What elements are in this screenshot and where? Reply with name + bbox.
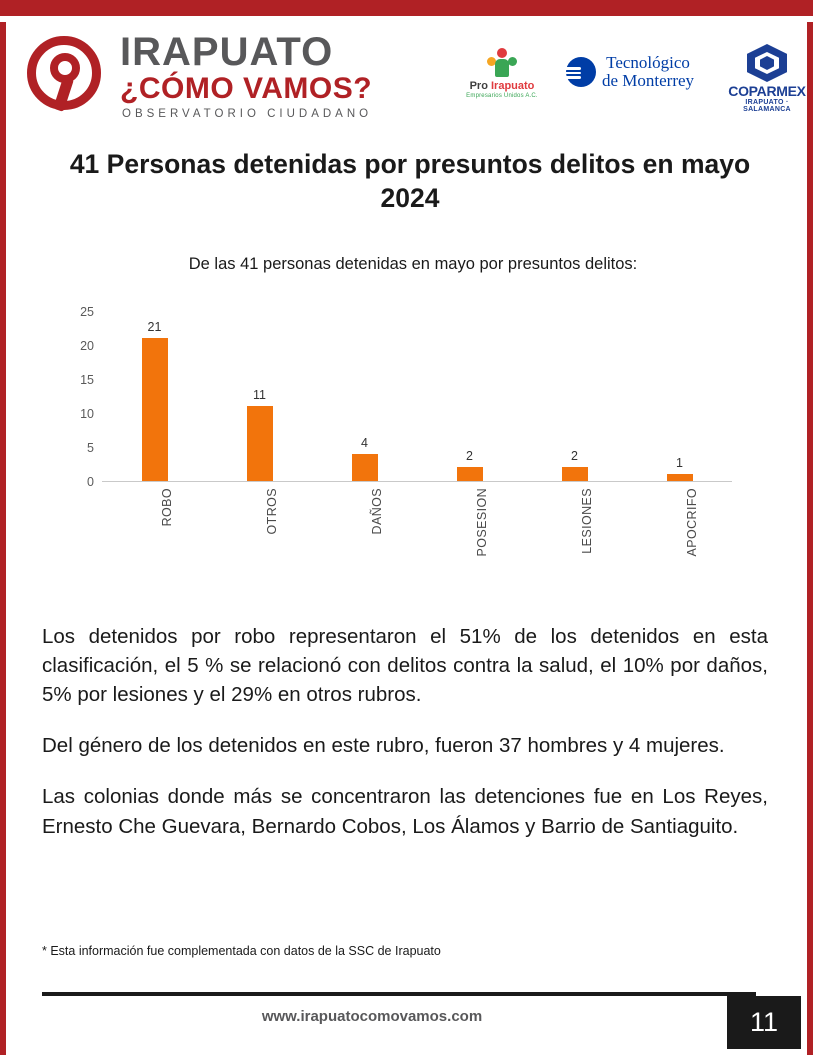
x-axis-line: [102, 481, 732, 482]
x-tick-label: LESIONES: [579, 488, 594, 554]
bar: [562, 467, 588, 481]
x-axis-labels: [102, 488, 732, 574]
x-label-slot: [312, 488, 417, 574]
footnote: * Esta información fue complementada con datos de la SSC de Irapuato: [42, 944, 441, 958]
pro-irapuato-icon: [487, 48, 517, 78]
bar-series: [102, 312, 732, 481]
x-label-slot: [627, 488, 732, 574]
body-paragraph-1: Los detenidos por robo representaron el 51% de los detenidos en esta clasificación, el 5 % se relacionó con delitos contra la salud, el 10% por daños, 5% por lesiones y el 29% en otros rubros.: [42, 625, 768, 707]
footer-divider: [42, 992, 756, 996]
x-tick-label: OTROS: [264, 488, 279, 535]
y-tick-label: 5: [87, 441, 94, 455]
bar-chart: [60, 305, 750, 572]
page-title: 41 Personas detenidas por presuntos delitos en mayo 2024: [69, 149, 751, 213]
y-tick-label: 20: [80, 339, 94, 353]
brand-wordmark: [120, 32, 372, 121]
chart-plot-area: [102, 312, 732, 482]
page-number: 11: [727, 996, 801, 1049]
spiral-logo-icon: [24, 33, 110, 119]
top-accent-bar: [0, 0, 813, 16]
y-tick-label: 15: [80, 373, 94, 387]
partner-logo-pro-irapuato: [456, 48, 548, 99]
tec-line2: de Monterrey: [602, 71, 695, 91]
partner-logo-tec-de-monterrey: [566, 54, 726, 91]
coparmex-name: COPARMEX: [728, 83, 806, 99]
bar: [352, 454, 378, 481]
y-tick-label: 25: [80, 305, 94, 319]
x-tick-label: APOCRIFO: [684, 488, 699, 557]
bar: [247, 406, 273, 481]
bar-value-label: 11: [253, 388, 266, 403]
x-label-slot: [417, 488, 522, 574]
bar-value-label: 1: [676, 456, 683, 471]
bar: [457, 467, 483, 481]
brand-name-line2: ¿CÓMO VAMOS?: [120, 72, 373, 105]
y-axis-labels: [60, 305, 94, 489]
coparmex-icon: [744, 44, 790, 82]
bar-slot: [207, 312, 312, 481]
bar-value-label: 2: [571, 449, 578, 464]
bar-slot: [417, 312, 522, 481]
bar-value-label: 21: [147, 320, 162, 335]
top-spacer: [0, 16, 813, 22]
tec-de-monterrey-icon: [566, 57, 596, 87]
bar-slot: [522, 312, 627, 481]
tec-line1: Tecnológico: [606, 53, 690, 72]
bar-slot: [102, 312, 207, 481]
bar: [142, 338, 168, 481]
x-tick-label: DAÑOS: [369, 488, 384, 535]
bar-value-label: 4: [361, 435, 368, 450]
brand-name-line1: IRAPUATO: [120, 30, 334, 74]
x-tick-label: POSESION: [474, 488, 489, 557]
partner-logo-coparmex: [724, 44, 810, 113]
coparmex-subtitle: IRAPUATO · SALAMANCA: [743, 99, 791, 113]
bar-slot: [627, 312, 732, 481]
x-label-slot: [102, 488, 207, 574]
x-label-slot: [207, 488, 312, 574]
brand-logo: [24, 32, 372, 121]
x-tick-label: ROBO: [159, 488, 174, 527]
y-tick-label: 10: [80, 407, 94, 421]
header: [6, 28, 807, 138]
bar: [667, 474, 693, 481]
bar-slot: [312, 312, 417, 481]
footer-website: www.irapuatocomovamos.com: [261, 1008, 483, 1025]
bar-value-label: 2: [466, 449, 473, 464]
chart-subtitle: De las 41 personas detenidas en mayo por presuntos delitos:: [188, 255, 638, 273]
pro-irapuato-name: Pro Irapuato: [469, 80, 535, 92]
body-paragraph-2: Del género de los detenidos en este rubro, fueron 37 hombres y 4 mujeres.: [42, 734, 725, 758]
pro-irapuato-subtitle: Empresarios Unidos A.C.: [466, 93, 538, 99]
brand-name-line3: OBSERVATORIO CIUDADANO: [122, 108, 373, 120]
y-tick-label: 0: [87, 475, 94, 489]
body-paragraph-3: Las colonias donde más se concentraron las detenciones fue en Los Reyes, Ernesto Che Guevara, Bernardo Cobos, Los Álamos y Barrio de Santiaguito.: [42, 785, 768, 838]
body-text: [42, 622, 768, 863]
x-label-slot: [522, 488, 627, 574]
